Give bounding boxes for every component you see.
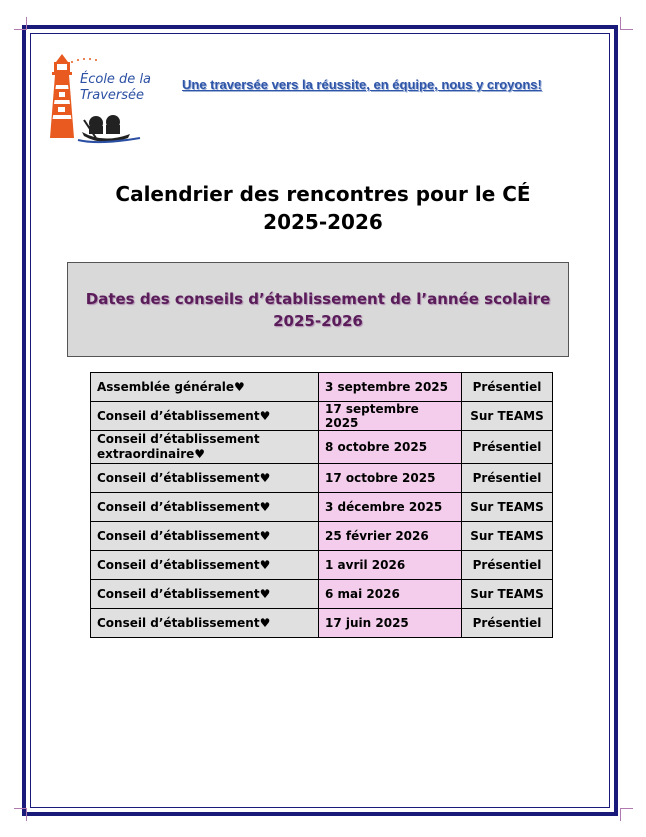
table-row bbox=[91, 609, 553, 638]
table-row bbox=[91, 431, 553, 464]
school-tagline: Une traversée vers la réussite, en équipe, nous y croyons! bbox=[182, 77, 542, 92]
meeting-name: Conseil d’établissement♥ bbox=[91, 580, 319, 609]
table-row bbox=[91, 464, 553, 493]
meeting-mode: Présentiel bbox=[462, 551, 553, 580]
table-row bbox=[91, 551, 553, 580]
meeting-name: Conseil d’établissement♥ bbox=[91, 522, 319, 551]
meeting-name: Conseil d’établissement♥ bbox=[91, 609, 319, 638]
meeting-mode: Sur TEAMS bbox=[462, 522, 553, 551]
meeting-date: 8 octobre 2025 bbox=[319, 431, 462, 464]
meeting-name: Assemblée générale♥ bbox=[91, 373, 319, 402]
corner-mark bbox=[620, 17, 633, 30]
meeting-date: 3 septembre 2025 bbox=[319, 373, 462, 402]
table-row bbox=[91, 522, 553, 551]
page-title-line2: 2025-2026 bbox=[263, 210, 383, 234]
meeting-mode: Sur TEAMS bbox=[462, 580, 553, 609]
logo-text-line2: Traversée bbox=[80, 88, 145, 103]
logo-text-line1: École de la bbox=[80, 72, 152, 87]
table-row bbox=[91, 580, 553, 609]
banner-text bbox=[86, 288, 551, 332]
banner-line2: 2025-2026 bbox=[273, 311, 363, 330]
page-title bbox=[0, 180, 646, 236]
meeting-date: 17 juin 2025 bbox=[319, 609, 462, 638]
table-row bbox=[91, 373, 553, 402]
table-row bbox=[91, 493, 553, 522]
meeting-schedule-table bbox=[90, 372, 553, 638]
meeting-date: 17 septembre 2025 bbox=[319, 402, 462, 431]
meeting-name: Conseil d’établissement♥ bbox=[91, 551, 319, 580]
meeting-date: 17 octobre 2025 bbox=[319, 464, 462, 493]
meeting-name: Conseil d’établissement♥ bbox=[91, 402, 319, 431]
page-title-line1: Calendrier des rencontres pour le CÉ bbox=[115, 182, 531, 206]
banner-line1: Dates des conseils d’établissement de l’année scolaire bbox=[85, 289, 551, 308]
meeting-mode: Sur TEAMS bbox=[462, 402, 553, 431]
meeting-date: 6 mai 2026 bbox=[319, 580, 462, 609]
corner-mark bbox=[620, 808, 633, 821]
meeting-name: Conseil d’établissement extraordinaire♥ bbox=[91, 431, 319, 464]
meeting-mode: Présentiel bbox=[462, 431, 553, 464]
meeting-date: 1 avril 2026 bbox=[319, 551, 462, 580]
section-banner bbox=[67, 262, 569, 357]
table-row bbox=[91, 402, 553, 431]
meeting-date: 25 février 2026 bbox=[319, 522, 462, 551]
corner-mark bbox=[14, 17, 27, 30]
meeting-name: Conseil d’établissement♥ bbox=[91, 493, 319, 522]
corner-mark bbox=[14, 808, 27, 821]
meeting-name: Conseil d’établissement♥ bbox=[91, 464, 319, 493]
meeting-mode: Sur TEAMS bbox=[462, 493, 553, 522]
meeting-date: 3 décembre 2025 bbox=[319, 493, 462, 522]
meeting-mode: Présentiel bbox=[462, 373, 553, 402]
meeting-mode: Présentiel bbox=[462, 464, 553, 493]
meeting-mode: Présentiel bbox=[462, 609, 553, 638]
logo-wordmark bbox=[80, 72, 151, 104]
